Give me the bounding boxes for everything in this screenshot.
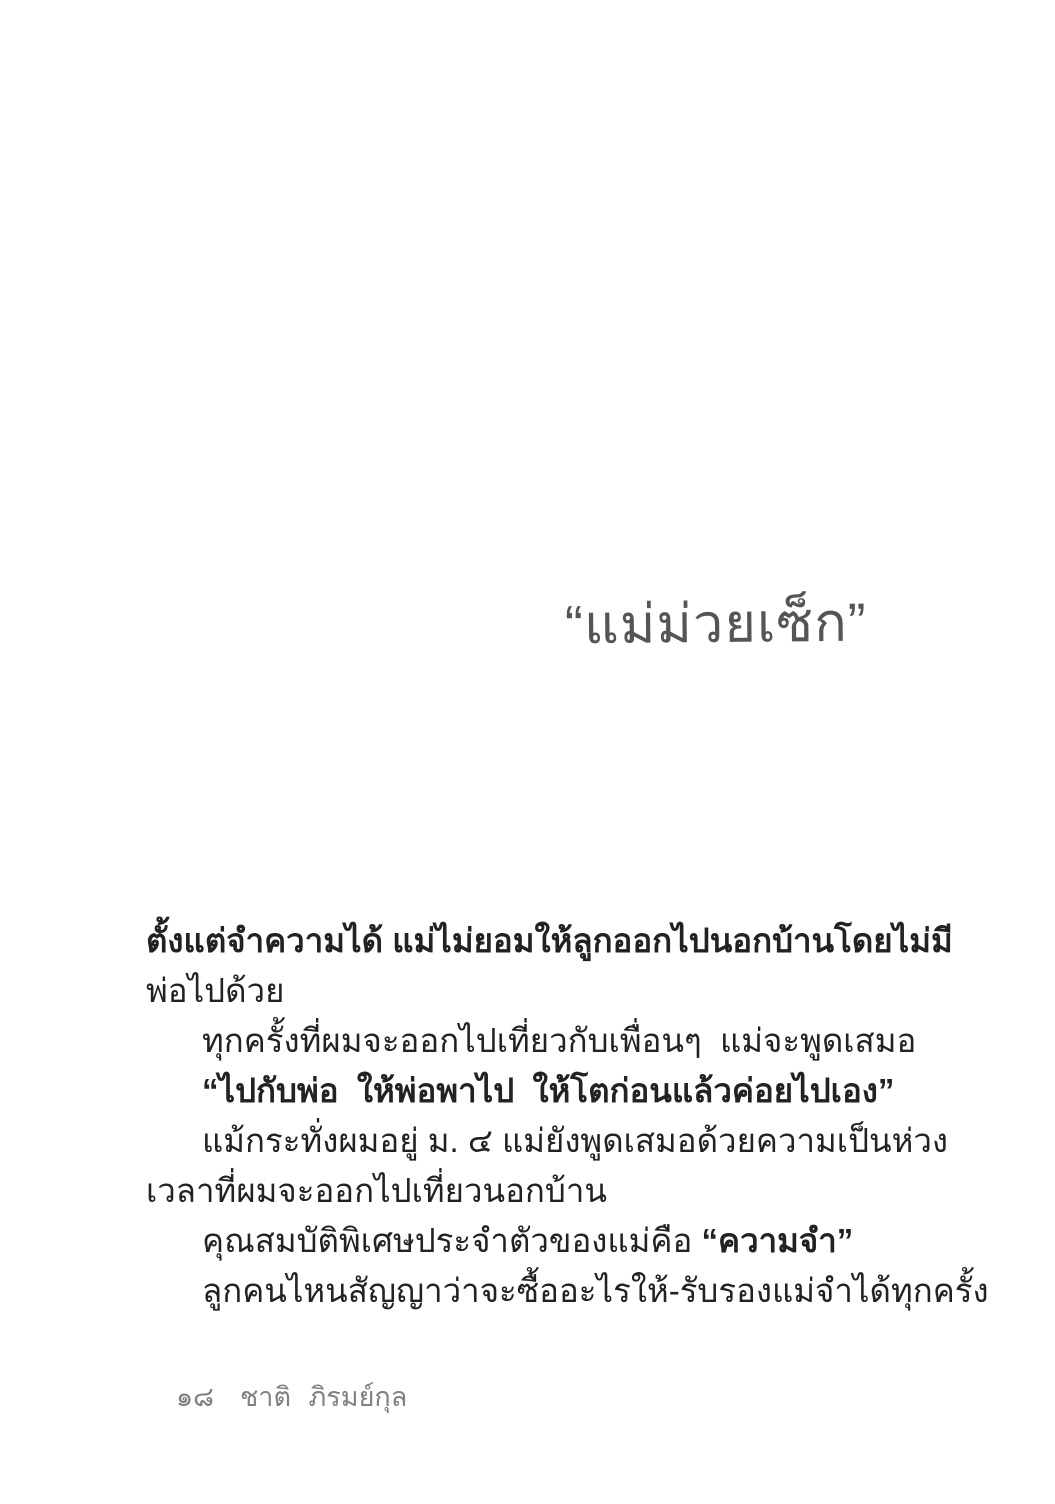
body-line-lead: ตั้งแต่จำความได้ แม่ไม่ยอมให้ลูกออกไปนอกบ้านโดยไม่มี [146,922,953,959]
body-text [146,916,989,1316]
paragraph-4-emphasis: “ความจำ” [701,1222,854,1259]
footer-page-number: ๑๘ [176,1382,214,1412]
body-line-paragraph-5: ลูกคนไหนสัญญาว่าจะซื้ออะไรให้-รับรองแม่จำได้ทุกครั้ง [202,1272,989,1309]
paragraph-4-text: คุณสมบัติพิเศษประจำตัวของแม่คือ [202,1222,702,1259]
body-line-quote: “ไปกับพ่อ ให้พ่อพาไป ให้โตก่อนแล้วค่อยไปเอง” [202,1072,895,1109]
body-line-paragraph-3-continuation: เวลาที่ผมจะออกไปเที่ยวนอกบ้าน [146,1172,607,1209]
footer-author-name: ชาติ ภิรมย์กุล [239,1382,408,1412]
body-line-paragraph-4 [146,1216,916,1266]
body-line-paragraph-2: ทุกครั้งที่ผมจะออกไปเที่ยวกับเพื่อนๆ แม่จะพูดเสมอ [202,1022,917,1059]
body-line-lead-continuation: พ่อไปด้วย [146,972,285,1009]
page-footer [146,1337,407,1457]
body-line-paragraph-3: แม้กระทั่งผมอยู่ ม. ๔ แม่ยังพูดเสมอด้วยความเป็นห่วง [202,1122,948,1159]
chapter-title: “แม่ม่วยเซ็ก” [565,592,868,656]
